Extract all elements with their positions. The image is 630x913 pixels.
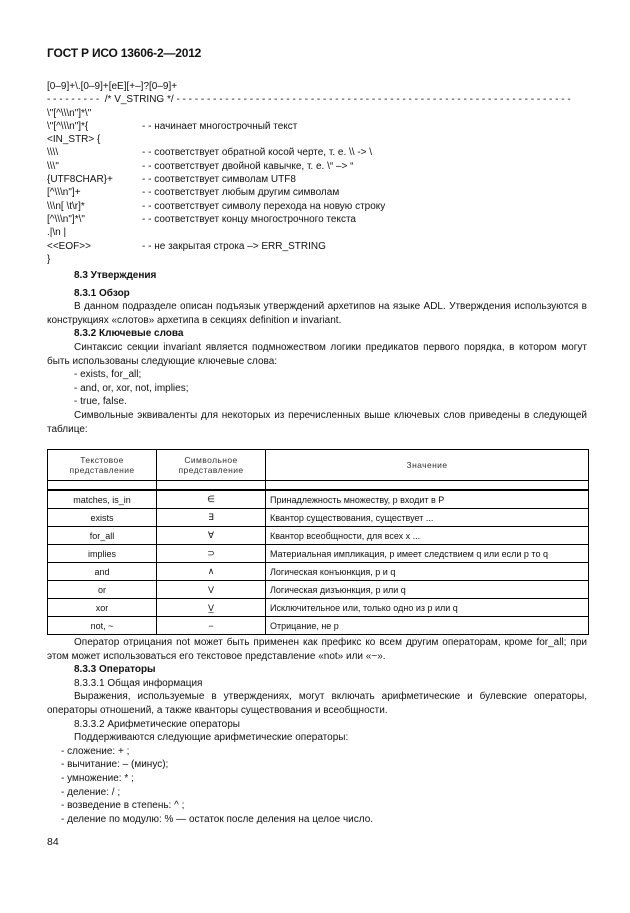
grammar-rule	[47, 160, 587, 173]
after-table-text	[47, 636, 587, 826]
table-row	[48, 617, 589, 635]
grammar-pattern: \\\\	[47, 147, 59, 159]
table-row	[48, 545, 589, 563]
grammar-pattern: <IN_STR> {	[47, 134, 101, 146]
subsection-heading: 8.3.2 Ключевые слова	[74, 328, 184, 340]
grammar-rule	[47, 226, 587, 239]
cell-meaning: Отрицание, не p	[266, 617, 589, 635]
symbol-table	[47, 449, 589, 635]
grammar-pattern: \\\"	[47, 160, 59, 172]
list-item: - вычитание: – (минус);	[61, 759, 169, 771]
grammar-pattern: [^\\\n"]+	[47, 187, 81, 199]
table-header: Символьное представление	[157, 450, 266, 481]
cell-text: or	[48, 581, 157, 599]
grammar-rule	[47, 173, 587, 186]
table-row	[48, 599, 589, 617]
section-8-3	[47, 269, 587, 436]
grammar-comment	[142, 253, 587, 266]
table-row	[48, 490, 589, 509]
grammar-pattern: \"[^\\\n"]*\"	[47, 107, 92, 119]
grammar-comment: - - соответствует двойной кавычке, т. е. \“ –> “	[142, 160, 354, 172]
cell-text: exists	[48, 509, 157, 527]
cell-meaning: Исключительное или, только одно из p или q	[266, 599, 589, 617]
table-header: Текстовое представление	[48, 450, 157, 481]
grammar-comment: - - соответствует символам UTF8	[142, 174, 296, 186]
cell-symbol: ∀	[157, 527, 266, 545]
grammar-rule	[47, 240, 587, 253]
paragraph: Символьные эквиваленты для некоторых из перечисленных выше ключевых слов приведены в следующей таблице:	[47, 409, 587, 435]
cell-meaning: Логическая дизъюнкция, p или q	[266, 581, 589, 599]
cell-meaning: Квантор существования, существует ...	[266, 509, 589, 527]
list-item: - true, false.	[74, 396, 127, 408]
cell-meaning: Принадлежность множеству, p входит в P	[266, 490, 589, 509]
cell-symbol: ⊃	[157, 545, 266, 563]
grammar-comment: - - соответствует концу многострочного текста	[142, 213, 356, 225]
cell-text: not, ~	[48, 617, 157, 635]
cell-text: for_all	[48, 527, 157, 545]
grammar-pattern: [^\\\n"]*\"	[47, 213, 85, 225]
grammar-line: [0–9]+\.[0–9]+[eE][+–]?[0–9]+	[47, 81, 178, 92]
paragraph: Выражения, используемые в утверждениях, могут включать арифметические и булевские операторы, операторы отношений, а также кванторы существования и всеобщности.	[47, 691, 587, 716]
grammar-listing	[47, 80, 587, 266]
subsection-heading: 8.3.3.2 Арифметические операторы	[74, 718, 240, 730]
cell-meaning: Логическая конъюнкция, p и q	[266, 563, 589, 581]
grammar-rule	[47, 253, 587, 266]
grammar-pattern: .|\n |	[47, 227, 67, 239]
cell-symbol: ∈	[157, 490, 266, 509]
paragraph: Синтаксис секции invariant является подмножеством логики предикатов первого порядка, в котором могут быть использованы следующие ключевые слова:	[47, 341, 587, 367]
subsection-heading: 8.3.3 Операторы	[74, 664, 156, 676]
grammar-divider: - - - - - - - - - /* V_STRING */ - - - - - - - - - - - - - - - - - - - - - - - - - - - - - - - - - - - - - - - - - - - - - - - - - - - - - - - - - - - - - - - - -	[47, 94, 571, 106]
grammar-rule	[47, 120, 587, 133]
list-item: - возведение в степень: ^ ;	[61, 800, 185, 812]
cell-text: and	[48, 563, 157, 581]
grammar-rule	[47, 107, 587, 120]
subsection-heading: 8.3.3.1 Общая информация	[74, 677, 203, 689]
paragraph: В данном подразделе описан подъязык утверждений архетипов на языке ADL. Утверждения используются в конструкциях «слотов» архетипа в секциях definition и invariant.	[47, 301, 587, 326]
table-row	[48, 527, 589, 545]
cell-symbol: V	[157, 581, 266, 599]
grammar-rule	[47, 133, 587, 146]
list-item: - and, or, xor, not, implies;	[74, 382, 189, 394]
cell-meaning: Квантор всеобщности, для всех x ...	[266, 527, 589, 545]
list-item: - деление по модулю: % — остаток после деления на целое число.	[61, 813, 374, 825]
page-number: 84	[47, 836, 59, 848]
cell-text: implies	[48, 545, 157, 563]
grammar-comment	[142, 107, 587, 120]
document-header: ГОСТ Р ИСО 13606-2—2012	[47, 46, 202, 60]
grammar-pattern: <<EOF>>	[47, 240, 91, 252]
paragraph: Поддерживаются следующие арифметические операторы:	[74, 732, 349, 744]
grammar-comment: - - не закрытая строка –> ERR_STRING	[142, 240, 326, 252]
table-header: Значение	[266, 450, 589, 481]
table-row	[48, 581, 589, 599]
list-item: - сложение: + ;	[61, 745, 130, 757]
grammar-rule	[47, 146, 587, 159]
table-row	[48, 509, 589, 527]
grammar-comment: - - начинает многострочный текст	[142, 120, 298, 132]
grammar-comment	[142, 133, 587, 146]
grammar-comment	[142, 226, 587, 239]
table-row	[48, 563, 589, 581]
paragraph: Оператор отрицания not может быть применен как префикс ко всем другим операторам, кроме for_all; при этом может использоваться его текстовое представление «not» или «~».	[47, 637, 587, 662]
grammar-comment: - - соответствует обратной косой черте, т. е. \\ -> \	[142, 147, 373, 159]
grammar-rule	[47, 200, 587, 213]
list-item: - умножение: * ;	[61, 772, 134, 784]
grammar-rule	[47, 213, 587, 226]
grammar-pattern: {UTF8CHAR}+	[47, 174, 113, 186]
grammar-rule	[47, 186, 587, 199]
cell-text: xor	[48, 599, 157, 617]
cell-text: matches, is_in	[48, 490, 157, 509]
table-header-row	[48, 450, 589, 481]
cell-symbol: V̲	[157, 599, 266, 617]
cell-symbol: ∧	[157, 563, 266, 581]
list-item: - деление: / ;	[61, 786, 121, 798]
grammar-comment: - - соответствует любым другим символам	[142, 187, 340, 199]
grammar-pattern: \\\n[ \t\r]*	[47, 200, 85, 212]
section-heading: 8.3 Утверждения	[74, 270, 157, 281]
cell-meaning: Материальная импликация, p имеет следствием q или если p то q	[266, 545, 589, 563]
cell-symbol: ∃	[157, 509, 266, 527]
subsection-heading: 8.3.1 Обзор	[74, 287, 130, 299]
grammar-pattern: }	[47, 253, 51, 265]
grammar-comment: - - соответствует символу перехода на новую строку	[142, 200, 386, 212]
grammar-pattern: \"[^\\\n"]*{	[47, 120, 89, 132]
cell-symbol: −	[157, 617, 266, 635]
list-item: - exists, for_all;	[74, 369, 142, 381]
